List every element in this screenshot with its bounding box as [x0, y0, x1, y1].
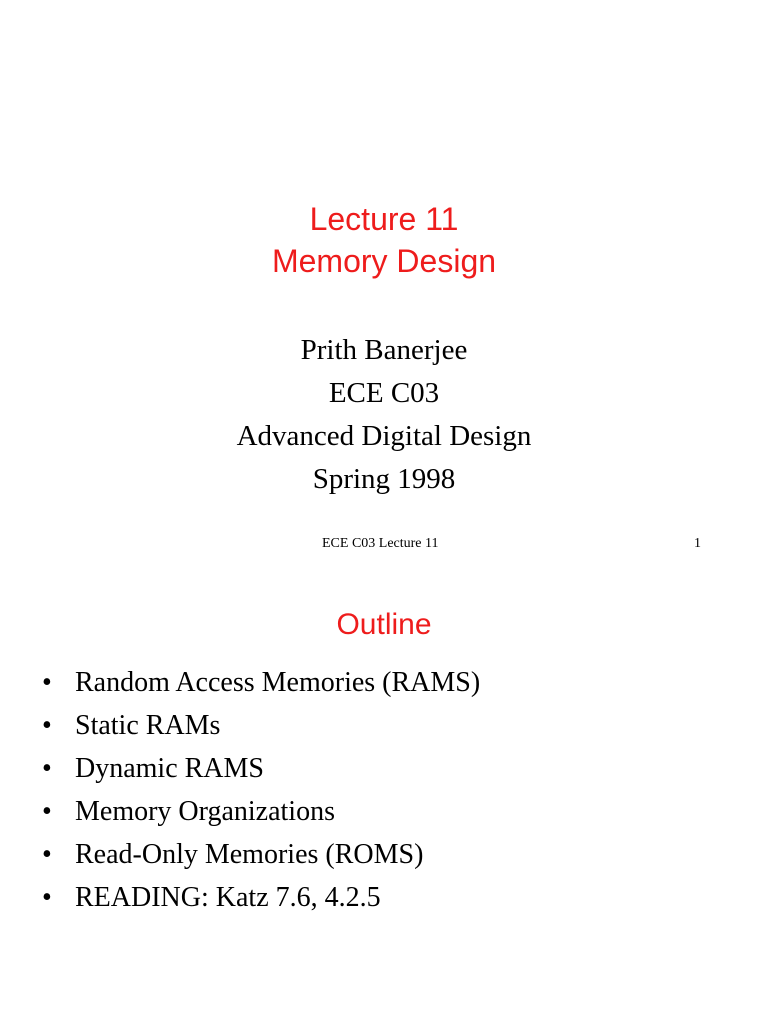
bullet-text: Dynamic RAMS	[75, 753, 264, 784]
outline-bullet-list	[42, 661, 742, 919]
slide-title-line-2: Memory Design	[271, 243, 497, 279]
bullet-text: Static RAMs	[75, 710, 221, 741]
bullet-icon: •	[42, 839, 52, 870]
list-item	[42, 790, 742, 833]
semester: Spring 1998	[312, 463, 456, 495]
bullet-icon: •	[42, 753, 52, 784]
list-item	[42, 704, 742, 747]
slide-title-line-1: Lecture 11	[309, 201, 459, 237]
bullet-text: Memory Organizations	[75, 796, 335, 827]
list-item	[42, 747, 742, 790]
list-item	[42, 833, 742, 876]
bullet-icon: •	[42, 882, 52, 913]
bullet-text: Read-Only Memories (ROMS)	[75, 839, 424, 870]
bullet-text: Random Access Memories (RAMS)	[75, 667, 481, 698]
bullet-icon: •	[42, 796, 52, 827]
page-number: 1	[694, 536, 701, 551]
outline-title: Outline	[336, 608, 432, 641]
course-code: ECE C03	[328, 377, 440, 409]
slide-footer: ECE C03 Lecture 11	[322, 536, 439, 551]
list-item	[42, 661, 742, 704]
list-item	[42, 876, 742, 919]
bullet-icon: •	[42, 710, 52, 741]
course-name: Advanced Digital Design	[236, 420, 532, 452]
author-name: Prith Banerjee	[300, 334, 468, 366]
bullet-icon: •	[42, 667, 52, 698]
bullet-text: READING: Katz 7.6, 4.2.5	[75, 882, 381, 913]
